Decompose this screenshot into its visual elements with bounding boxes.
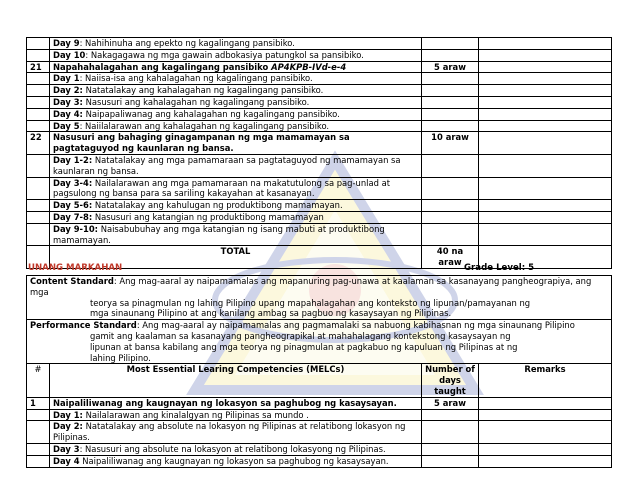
header-number: # <box>27 364 50 397</box>
competency-text: Napahahalagahan ang kagalingang pansibiko <box>53 61 272 72</box>
header-remarks: Remarks <box>479 364 612 397</box>
table-row <box>27 49 612 61</box>
day-description: : Naiilalarawan ang kahalagahan ng kagalingang pansibiko. <box>79 120 330 131</box>
table-row <box>27 177 612 200</box>
day-label: Day 9-10: <box>53 223 99 234</box>
row-number <box>27 38 50 50</box>
day-description: Nailalarawan ang kinalalgyan ng Pilipinas sa mundo . <box>82 409 309 420</box>
table-row <box>27 211 612 223</box>
table-row <box>27 409 612 421</box>
table-row <box>27 120 612 132</box>
competency-table-continued <box>26 37 612 269</box>
content-standard-row <box>27 276 612 320</box>
content-standard-label: Content Standard <box>30 276 114 286</box>
day-description: Naipaliliwanag ang kaugnayan ng lokasyon sa paghubog ng kasaysayan. <box>79 455 389 466</box>
header-melc: Most Essential Learing Competencies (MELCs) <box>50 364 422 397</box>
day-description: Naisabubuhay ang mga katangian ng isang mabuti at produktibong mamamayan. <box>53 223 385 245</box>
quarter-title: UNANG MARKAHAN <box>28 263 123 273</box>
total-label: TOTAL <box>50 246 422 269</box>
day-label: Day 5-6: <box>53 200 93 211</box>
day-label: Day 4 <box>53 455 80 466</box>
table-row <box>27 108 612 120</box>
day-label: Day 3: <box>53 96 83 107</box>
day-description: Nailalarawan ang mga pamamaraan na makatutulong sa pag-unlad at pagsulong ng bansa para sa sariling kakayahan at kasanayan. <box>53 177 390 199</box>
content-standard-text-3: mga sinaunang Pilipino at ang kanilang ambag sa pagbuo ng kasaysayan ng Pilipinas. <box>90 308 452 319</box>
competency-code: AP4KPB-IVd-e-4 <box>271 61 347 72</box>
row-number: 22 <box>27 132 50 155</box>
competency-row <box>27 61 612 73</box>
content-standard-text-1: : Ang mag-aaral ay naipamamalas ang mapanuring pag-unawa at kaalaman sa kasanayang pangheograpiya, ang mga <box>30 276 592 297</box>
day-label: Day 7-8: <box>53 211 93 222</box>
performance-standard-label: Performance Standard <box>30 320 137 331</box>
performance-standard-row <box>27 320 612 364</box>
day-label: Day 2: <box>53 85 83 96</box>
day-label: Day 5 <box>53 120 80 131</box>
day-description: Natatalakay ang kahulugan ng produktibong mamamayan. <box>92 200 343 211</box>
day-label: Day 9 <box>53 38 80 48</box>
content-standard-text-2: teorya sa pinagmulan ng lahing Pilipino upang mapahalagahan ang konteksto ng lipunan/pamayanan ng <box>90 297 531 308</box>
competency-row <box>27 132 612 155</box>
day-label: Day 10 <box>53 49 86 60</box>
row-number: 1 <box>27 397 50 409</box>
day-label: Day 4: <box>53 108 83 119</box>
performance-standard-text-3: lipunan at bansa kabilang ang mga teorya ng pinagmulan at pagkabuo ng kapuluan ng Pilipinas at ng <box>90 341 518 352</box>
competency-table <box>26 275 612 468</box>
day-description: Nasusuri ang kahalagahan ng kagalingang pansibiko. <box>82 96 310 107</box>
table-row <box>27 421 612 444</box>
table-row <box>27 154 612 177</box>
day-description: Nasusuri ang katangian ng produktibong mamamayan <box>92 211 324 222</box>
table-row <box>27 200 612 212</box>
day-description: : Nakagagawa ng mga gawain adbokasiya patungkol sa pansibiko. <box>85 49 364 60</box>
day-label: Day 1-2: <box>53 154 93 165</box>
day-description: Natatalakay ang absolute na lokasyon ng Pilipinas at relatibong lokasyon ng Pilipinas. <box>53 421 406 443</box>
table-row <box>27 85 612 97</box>
header-days: Number of days taught <box>422 364 479 397</box>
day-description: : Nahihinuha ang epekto ng kagalingang pansibiko. <box>79 38 295 48</box>
competency-text: Nasusuri ang bahaging ginagampanan ng mga mamamayan sa pagtataguyod ng kaunlaran ng bansa. <box>50 132 422 155</box>
table-row <box>27 73 612 85</box>
days-taught: 10 araw <box>422 132 479 155</box>
days-taught: 5 araw <box>422 61 479 73</box>
table-row <box>27 96 612 108</box>
table-row <box>27 443 612 455</box>
day-description: : Naiisa-isa ang kahalagahan ng kagalingang pansibiko. <box>79 73 313 84</box>
header-row <box>27 364 612 397</box>
competency-row <box>27 397 612 409</box>
day-label: Day 1 <box>53 73 80 84</box>
day-description: : Nasusuri ang absolute na lokasyon at relatibong lokasyong ng Pilipinas. <box>79 443 386 454</box>
performance-standard-text-4: lahing Pilipino. <box>90 352 151 363</box>
day-label: Day 1: <box>53 409 83 420</box>
table-row <box>27 223 612 246</box>
day-description: Natatalakay ang mga pamamaraan sa pagtataguyod ng mamamayan sa kaunlaran ng bansa. <box>53 154 401 176</box>
day-label: Day 3-4: <box>53 177 93 188</box>
row-number: 21 <box>27 61 50 73</box>
grade-level: Grade Level: 5 <box>464 263 535 273</box>
day-label: Day 3 <box>53 443 80 454</box>
competency-text: Naipaliliwanag ang kaugnayan ng lokasyon sa paghubog ng kasaysayan. <box>50 397 422 409</box>
table-row <box>27 455 612 467</box>
day-description: Natatalakay ang kahalagahan ng kagalingang pansibiko. <box>82 85 324 96</box>
performance-standard-text-1: : Ang mag-aaral ay naipamamalas ang pagmamalaki sa nabuong kabihasnan ng mga sinaunang Pilipino <box>136 320 575 331</box>
performance-standard-text-2: gamit ang kaalaman sa kasanayang pangheograpikal at mahahalagang kontekstong kasaysayan ng <box>90 330 511 341</box>
table-row <box>27 38 612 50</box>
total-days: 40 na araw <box>422 246 479 269</box>
day-label: Day 2: <box>53 421 83 432</box>
days-taught: 5 araw <box>422 397 479 409</box>
day-description: Naipapaliwanag ang kahalagahan ng kagalingang pansibiko. <box>82 108 340 119</box>
